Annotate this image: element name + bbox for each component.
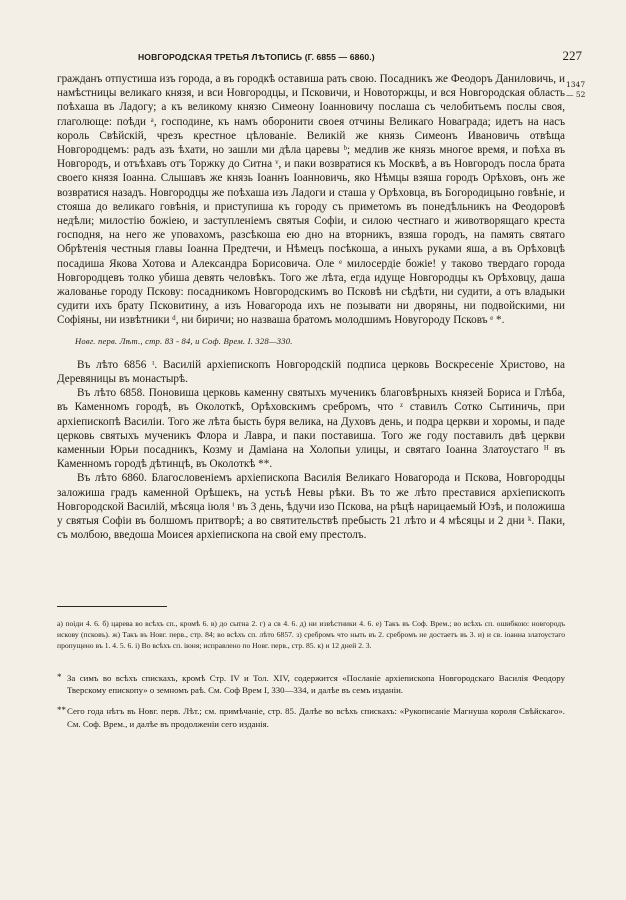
footnote-mark: * (57, 672, 62, 682)
chronicle-entry-6860: Въ лѣто 6860. Благословеніемъ архіепископа Василія Великаго Новагорода и Пскова, Новгородцы заложиша градъ каменной Орѣшекъ, на устьѣ Невы рѣки. Въ то же лѣто преставися архіепископъ Новгородской Василій, мѣсяца іюля ⁱ въ 3 день, ѣдучи изо Пскова, на рѣцѣ нарицаемый Юзѣ, и положиша у святыя Софіи въ болшомъ притворѣ; а во святительствѣ пребысть 21 лѣто и 4 мѣсяцы и 2 дни ᵏ. Паки, съ молбою, введоша Моисея архіепископа на свой ему престолъ. (57, 472, 565, 542)
chronicle-paragraph: гражданъ отпустиша изъ города, а въ городкѣ оставиша рать свою. Посадникъ же Феодоръ Даниловичь, и намѣстницы великаго князя, и вси Новгородцы, и Псковичи, и Новоторжцы, и вся Новгородская область поѣхаша въ Ладогу; а къ великому князю Симеону Іоанновичу послаша съ челобитьемъ послы своя, глаголюще: поѣди ᵃ, господине, къ намъ оборонити своея отчины Великаго Новаграда; идетъ на насъ король Свѣйскій, чрезъ крестное цѣлованіе. Великій же князь Симеонъ Ивановичь отвѣща Новгородцемъ: радъ азъ ѣхати, но зашли ми дѣла царевы ᵇ; медлив же князь многое время, и поѣха въ Новгородъ, и отъѣхавъ отъ Торжку до Ситна ᵛ, и паки возвратися къ Москвѣ, а въ Новгородъ посла брата своего князя Іоанна. Слышавъ же князь Іоаннъ Іоанновичь, яко Нѣмцы взяша городъ Орѣховъ, онъ же возвратися назадъ. Новгородцы же поѣхаша изъ Ладоги и сташа у Орѣховца, въ Богородицыно говѣніе, и стояша до великаго говѣнія, и приступиша къ городу съ приметомъ въ понедѣльникъ на Феодоровѣ недѣли; милостію божіею, и заступленіемъ святыя Софіи, и силою честнаго и животворящаго креста господня, на него же уповахомъ, разсѣкоша ею дно на вторникъ, взяша городъ, на память святаго Обрѣтенія честныя главы Іоанна Предтечи, и Нѣмецъ посѣкоша, а иныхъ руками яша, а въ Орѣховцѣ посадиша Якова Хотова и Александра Борисовича. Оле ᵉ милосердіе божіе! у таково твердаго города Новгородцевъ толко убиша девять человѣкъ. Того же лѣта, егда идуще Новгородцы къ Орѣховцу, даша жалованье городу Пскову: посадникомъ Новгородскимъ во Псковѣ ни сѣдѣти, ни судити, а отъ владыки судити ихъ брату Псковитину, а изъ Новагорода ихъ не позывати ни дворяны, ни подвойскими, ни Софіяны, ни извѣтники ᵈ, ни биричи; но назваша братомъ молодшимъ Новугороду Псковъ ᵉ *. (57, 73, 565, 327)
page-number: 227 (562, 48, 582, 63)
page-header (60, 48, 582, 68)
textual-variants: а) поіди 4. 6. б) царева во всѣхъ сп., кромѣ 6. в) до сытна 2. г) а св 4. 6. д) ни извѣстники 4. 6. е) Такъ въ Соф. Врем.; во всѣхъ сп. ошибкою: новгородъ искову (псковъ). ж) Такъ въ Новг. перв., стр. 84; во всѣхъ сп. лѣто 6857. з) сребромъ что ныть въ 2. сребромъ не достаетъ въ 3. и) и св. іоанна златоустаго пропущено въ 1. 4. 5. 6. і) Во всѣхъ сп. іюня; исправлено по Новг. перв., стр. 85. к) и 12 дней 2. 3. (57, 619, 565, 650)
footnote-mark: ** (57, 705, 66, 716)
footnotes (57, 672, 565, 739)
chronicle-text (57, 72, 565, 543)
margin-year-end: — 52 (566, 90, 586, 99)
margin-year-start: 1347 (566, 80, 586, 89)
footnote-text: Сего года нѣтъ въ Новг. перв. Лѣт.; см. примѣчаніе, стр. 85. Далѣе во всѣхъ спискахъ: «Рукописаніе Магнуша короля Свѣйскаго». См. Соф. Врем., и далѣе въ продолженіи сего изданія. (67, 706, 565, 729)
chronicle-entry-6856: Въ лѣто 6856 ᵗ. Василій архіепископъ Новгородскій подписа церковь Воскресеніе Христово, на Деревяницы въ монастырѣ. (57, 358, 565, 386)
footnote-divider (57, 606, 167, 607)
margin-year-note (566, 80, 606, 100)
footnote (57, 672, 565, 696)
footnote (57, 705, 565, 729)
source-reference: Новг. перв. Лѣт., стр. 83 - 84, и Соф. Врем. I. 328—330. (75, 335, 293, 346)
running-title: НОВГОРОДСКАЯ ТРЕТЬЯ ЛѢТОПИСЬ (Г. 6855 — 6860.) (138, 52, 375, 62)
footnote-text: За симъ во всѣхъ спискахъ, кромѣ Стр. IV и Тол. XIV, содержится «Посланіе архіепископа Новгородскаго Василія Феодору Тверскому епископу» о земномъ раѣ. См. Соф Врем I, 330—334, и далѣе въ семъ изданіи. (67, 673, 565, 696)
chronicle-entry-6858: Въ лѣто 6858. Поновиша церковь каменну святыхъ мученикъ благовѣрныхъ князей Бориса и Глѣба, въ Каменномъ городѣ, въ Околоткѣ, Орѣховскимъ сребромъ, что ᶻ ставилъ Сотко Сытиничь, при архіепископѣ Василіи. Того же лѣта бысть буря велика, на Духовъ день, и подра церкви и хоромы, и паде церковь святыхъ мученикъ Флора и Лавра, и паки поставиша. Того же году поставилъ двѣ церкви каменныи Юрьи посадникъ, Козму и Даміана на Холопьи улицы, и святаго Іоанна Златоустаго ᴴ въ Каменномъ городѣ дѣтинцѣ, въ Околоткѣ **. (57, 387, 565, 471)
